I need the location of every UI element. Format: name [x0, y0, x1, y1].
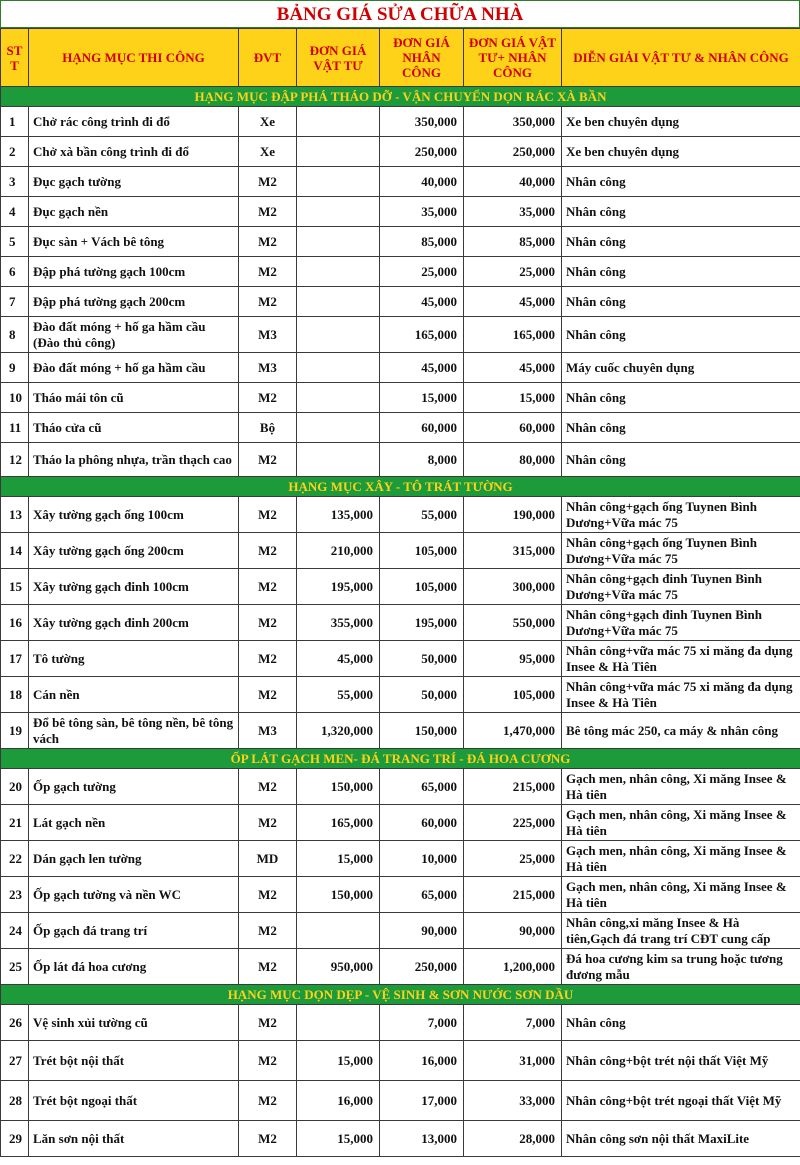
- row-description: Gạch men, nhân công, Xi măng Insee & Hà tiên: [562, 769, 800, 805]
- table-row: [1, 443, 800, 477]
- row-item: Đào đất móng + hố ga hầm cầu: [29, 353, 239, 383]
- row-description: Nhân công: [562, 257, 800, 287]
- row-item: Lát gạch nền: [29, 805, 239, 841]
- table-row: [1, 197, 800, 227]
- section-header-row: [1, 87, 800, 107]
- row-description: Nhân công: [562, 383, 800, 413]
- row-item: Ốp lát đá hoa cương: [29, 949, 239, 985]
- row-unit: M3: [239, 713, 297, 749]
- row-labor-price: 90,000: [380, 913, 464, 949]
- row-material-price: 1,320,000: [297, 713, 380, 749]
- row-total-price: 190,000: [464, 497, 562, 533]
- row-material-price: 15,000: [297, 1041, 380, 1081]
- row-total-price: 165,000: [464, 317, 562, 353]
- row-description: Bê tông mác 250, ca máy & nhân công: [562, 713, 800, 749]
- row-number: 4: [1, 197, 29, 227]
- price-table: [0, 28, 800, 1157]
- row-total-price: 35,000: [464, 197, 562, 227]
- row-material-price: [297, 1005, 380, 1041]
- row-item: Tô tường: [29, 641, 239, 677]
- table-row: [1, 353, 800, 383]
- row-description: Nhân công: [562, 167, 800, 197]
- row-unit: Bộ: [239, 413, 297, 443]
- row-labor-price: 50,000: [380, 641, 464, 677]
- row-total-price: 105,000: [464, 677, 562, 713]
- row-number: 21: [1, 805, 29, 841]
- row-labor-price: 45,000: [380, 353, 464, 383]
- row-total-price: 15,000: [464, 383, 562, 413]
- table-row: [1, 949, 800, 985]
- table-row: [1, 605, 800, 641]
- row-material-price: [297, 197, 380, 227]
- row-item: Đào đất móng + hố ga hầm cầu (Đào thủ công): [29, 317, 239, 353]
- row-material-price: [297, 353, 380, 383]
- row-item: Ốp gạch tường: [29, 769, 239, 805]
- table-row: [1, 805, 800, 841]
- row-number: 28: [1, 1081, 29, 1121]
- row-item: Tháo la phông nhựa, trần thạch cao: [29, 443, 239, 477]
- row-item: Dán gạch len tường: [29, 841, 239, 877]
- row-labor-price: 25,000: [380, 257, 464, 287]
- table-row: [1, 877, 800, 913]
- row-number: 2: [1, 137, 29, 167]
- row-unit: M2: [239, 197, 297, 227]
- table-row: [1, 257, 800, 287]
- table-row: [1, 383, 800, 413]
- row-labor-price: 17,000: [380, 1081, 464, 1121]
- row-item: Đập phá tường gạch 200cm: [29, 287, 239, 317]
- row-unit: M2: [239, 605, 297, 641]
- row-number: 17: [1, 641, 29, 677]
- row-material-price: 15,000: [297, 841, 380, 877]
- row-labor-price: 55,000: [380, 497, 464, 533]
- row-total-price: 31,000: [464, 1041, 562, 1081]
- row-unit: M3: [239, 317, 297, 353]
- row-item: Đục gạch tường: [29, 167, 239, 197]
- row-total-price: 350,000: [464, 107, 562, 137]
- row-material-price: 355,000: [297, 605, 380, 641]
- row-material-price: 45,000: [297, 641, 380, 677]
- row-description: Nhân công+gạch ống Tuynen Bình Dương+Vữa mác 75: [562, 497, 800, 533]
- table-row: [1, 713, 800, 749]
- row-material-price: [297, 317, 380, 353]
- row-unit: M2: [239, 227, 297, 257]
- table-header-row: [1, 29, 800, 87]
- row-item: Xây tường gạch đinh 200cm: [29, 605, 239, 641]
- table-row: [1, 677, 800, 713]
- row-item: Ốp gạch đá trang trí: [29, 913, 239, 949]
- row-item: Đục gạch nền: [29, 197, 239, 227]
- row-description: Gạch men, nhân công, Xi măng Insee & Hà tiên: [562, 805, 800, 841]
- row-number: 24: [1, 913, 29, 949]
- row-item: Xây tường gạch ống 100cm: [29, 497, 239, 533]
- row-total-price: 90,000: [464, 913, 562, 949]
- row-material-price: [297, 383, 380, 413]
- row-labor-price: 85,000: [380, 227, 464, 257]
- row-material-price: 16,000: [297, 1081, 380, 1121]
- row-unit: M2: [239, 167, 297, 197]
- row-number: 23: [1, 877, 29, 913]
- row-description: Nhân công+bột trét ngoại thất Việt Mỹ: [562, 1081, 800, 1121]
- row-labor-price: 150,000: [380, 713, 464, 749]
- row-description: Nhân công: [562, 317, 800, 353]
- row-total-price: 40,000: [464, 167, 562, 197]
- row-total-price: 1,470,000: [464, 713, 562, 749]
- row-unit: M2: [239, 877, 297, 913]
- header-description: DIỄN GIẢI VẬT TƯ & NHÂN CÔNG: [562, 29, 800, 87]
- table-row: [1, 569, 800, 605]
- row-material-price: 55,000: [297, 677, 380, 713]
- row-labor-price: 7,000: [380, 1005, 464, 1041]
- row-unit: M2: [239, 949, 297, 985]
- section-title: HẠNG MỤC XÂY - TÔ TRÁT TƯỜNG: [1, 477, 800, 497]
- row-labor-price: 195,000: [380, 605, 464, 641]
- table-row: [1, 913, 800, 949]
- row-number: 14: [1, 533, 29, 569]
- row-number: 8: [1, 317, 29, 353]
- row-material-price: 165,000: [297, 805, 380, 841]
- row-unit: M2: [239, 913, 297, 949]
- row-material-price: [297, 443, 380, 477]
- row-number: 18: [1, 677, 29, 713]
- section-header-row: [1, 477, 800, 497]
- row-item: Xây tường gạch đinh 100cm: [29, 569, 239, 605]
- row-labor-price: 60,000: [380, 413, 464, 443]
- table-row: [1, 137, 800, 167]
- table-row: [1, 497, 800, 533]
- row-unit: M2: [239, 1121, 297, 1157]
- row-total-price: 250,000: [464, 137, 562, 167]
- row-description: Đá hoa cương kim sa trung hoặc tương đương mẫu: [562, 949, 800, 985]
- row-item: Cán nền: [29, 677, 239, 713]
- row-number: 13: [1, 497, 29, 533]
- header-labor-price: ĐƠN GIÁ NHÂN CÔNG: [380, 29, 464, 87]
- row-number: 5: [1, 227, 29, 257]
- row-unit: M2: [239, 805, 297, 841]
- header-unit: ĐVT: [239, 29, 297, 87]
- table-row: [1, 769, 800, 805]
- row-material-price: [297, 167, 380, 197]
- row-unit: M2: [239, 497, 297, 533]
- row-total-price: 215,000: [464, 769, 562, 805]
- row-labor-price: 65,000: [380, 877, 464, 913]
- section-title: HẠNG MỤC DỌN DẸP - VỆ SINH & SƠN NƯỚC SƠN DẦU: [1, 985, 800, 1005]
- row-description: Nhân công+vữa mác 75 xi măng đa dụng Insee & Hà Tiên: [562, 641, 800, 677]
- row-labor-price: 10,000: [380, 841, 464, 877]
- row-material-price: [297, 913, 380, 949]
- row-total-price: 7,000: [464, 1005, 562, 1041]
- row-total-price: 315,000: [464, 533, 562, 569]
- row-labor-price: 15,000: [380, 383, 464, 413]
- row-number: 20: [1, 769, 29, 805]
- row-unit: M2: [239, 641, 297, 677]
- row-number: 22: [1, 841, 29, 877]
- row-total-price: 215,000: [464, 877, 562, 913]
- row-unit: M2: [239, 257, 297, 287]
- row-total-price: 25,000: [464, 841, 562, 877]
- row-total-price: 25,000: [464, 257, 562, 287]
- row-number: 25: [1, 949, 29, 985]
- row-item: Chở xà bần công trình đi đổ: [29, 137, 239, 167]
- row-description: Gạch men, nhân công, Xi măng Insee & Hà tiên: [562, 841, 800, 877]
- row-item: Chở rác công trình đi đổ: [29, 107, 239, 137]
- row-unit: M2: [239, 383, 297, 413]
- row-description: Gạch men, nhân công, Xi măng Insee & Hà tiên: [562, 877, 800, 913]
- row-labor-price: 60,000: [380, 805, 464, 841]
- row-material-price: [297, 227, 380, 257]
- row-item: Đổ bê tông sàn, bê tông nền, bê tông vách: [29, 713, 239, 749]
- row-material-price: 950,000: [297, 949, 380, 985]
- table-row: [1, 1041, 800, 1081]
- row-number: 26: [1, 1005, 29, 1041]
- row-number: 9: [1, 353, 29, 383]
- row-unit: M2: [239, 533, 297, 569]
- row-material-price: 135,000: [297, 497, 380, 533]
- row-labor-price: 165,000: [380, 317, 464, 353]
- table-row: [1, 107, 800, 137]
- row-unit: MD: [239, 841, 297, 877]
- section-header-row: [1, 749, 800, 769]
- row-labor-price: 40,000: [380, 167, 464, 197]
- row-material-price: [297, 287, 380, 317]
- row-unit: M2: [239, 443, 297, 477]
- row-description: Nhân công: [562, 1005, 800, 1041]
- row-total-price: 80,000: [464, 443, 562, 477]
- row-description: Nhân công: [562, 413, 800, 443]
- row-labor-price: 45,000: [380, 287, 464, 317]
- row-labor-price: 35,000: [380, 197, 464, 227]
- table-row: [1, 167, 800, 197]
- header-item: HẠNG MỤC THI CÔNG: [29, 29, 239, 87]
- row-total-price: 1,200,000: [464, 949, 562, 985]
- row-item: Tháo mái tôn cũ: [29, 383, 239, 413]
- row-description: Xe ben chuyên dụng: [562, 137, 800, 167]
- row-item: Đục sàn + Vách bê tông: [29, 227, 239, 257]
- row-labor-price: 50,000: [380, 677, 464, 713]
- header-total-price: ĐƠN GIÁ VẬT TƯ+ NHÂN CÔNG: [464, 29, 562, 87]
- row-unit: M2: [239, 677, 297, 713]
- row-number: 16: [1, 605, 29, 641]
- row-material-price: [297, 257, 380, 287]
- row-total-price: 28,000: [464, 1121, 562, 1157]
- section-title: HẠNG MỤC ĐẬP PHÁ THÁO DỠ - VẬN CHUYỂN DỌN RÁC XÀ BẦN: [1, 87, 800, 107]
- row-material-price: [297, 137, 380, 167]
- row-unit: M2: [239, 1005, 297, 1041]
- row-labor-price: 65,000: [380, 769, 464, 805]
- row-description: Nhân công,xi măng Insee & Hà tiên,Gạch đá trang trí CĐT cung cấp: [562, 913, 800, 949]
- row-item: Vệ sinh xủi tường cũ: [29, 1005, 239, 1041]
- row-material-price: [297, 107, 380, 137]
- row-description: Nhân công+vữa mác 75 xi măng đa dụng Insee & Hà Tiên: [562, 677, 800, 713]
- row-description: Xe ben chuyên dụng: [562, 107, 800, 137]
- row-number: 3: [1, 167, 29, 197]
- table-row: [1, 287, 800, 317]
- page-title: BẢNG GIÁ SỬA CHỮA NHÀ: [0, 0, 800, 28]
- section-title: ỐP LÁT GẠCH MEN- ĐÁ TRANG TRÍ - ĐÁ HOA CƯƠNG: [1, 749, 800, 769]
- row-item: Trét bột ngoại thất: [29, 1081, 239, 1121]
- header-stt: ST T: [1, 29, 29, 87]
- row-total-price: 95,000: [464, 641, 562, 677]
- row-labor-price: 8,000: [380, 443, 464, 477]
- row-material-price: 195,000: [297, 569, 380, 605]
- header-material-price: ĐƠN GIÁ VẬT TƯ: [297, 29, 380, 87]
- table-row: [1, 1081, 800, 1121]
- row-unit: M2: [239, 1081, 297, 1121]
- table-body: [1, 87, 800, 1157]
- row-item: Đập phá tường gạch 100cm: [29, 257, 239, 287]
- section-header-row: [1, 985, 800, 1005]
- row-item: Trét bột nội thất: [29, 1041, 239, 1081]
- row-unit: M2: [239, 769, 297, 805]
- row-unit: Xe: [239, 137, 297, 167]
- row-total-price: 33,000: [464, 1081, 562, 1121]
- row-total-price: 60,000: [464, 413, 562, 443]
- row-labor-price: 13,000: [380, 1121, 464, 1157]
- row-item: Tháo cửa cũ: [29, 413, 239, 443]
- row-labor-price: 16,000: [380, 1041, 464, 1081]
- table-row: [1, 841, 800, 877]
- row-description: Nhân công+bột trét nội thất Việt Mỹ: [562, 1041, 800, 1081]
- table-row: [1, 317, 800, 353]
- row-item: Lăn sơn nội thất: [29, 1121, 239, 1157]
- row-total-price: 225,000: [464, 805, 562, 841]
- row-labor-price: 105,000: [380, 533, 464, 569]
- row-total-price: 45,000: [464, 287, 562, 317]
- row-total-price: 300,000: [464, 569, 562, 605]
- table-row: [1, 533, 800, 569]
- row-number: 6: [1, 257, 29, 287]
- row-item: Ốp gạch tường và nền WC: [29, 877, 239, 913]
- row-unit: Xe: [239, 107, 297, 137]
- row-material-price: 150,000: [297, 877, 380, 913]
- row-material-price: 150,000: [297, 769, 380, 805]
- row-labor-price: 105,000: [380, 569, 464, 605]
- row-description: Nhân công: [562, 443, 800, 477]
- row-labor-price: 250,000: [380, 137, 464, 167]
- row-total-price: 45,000: [464, 353, 562, 383]
- table-row: [1, 641, 800, 677]
- table-row: [1, 1121, 800, 1157]
- row-description: Nhân công+gạch đinh Tuynen Bình Dương+Vữa mác 75: [562, 605, 800, 641]
- row-material-price: [297, 413, 380, 443]
- row-total-price: 85,000: [464, 227, 562, 257]
- table-row: [1, 413, 800, 443]
- row-description: Nhân công: [562, 227, 800, 257]
- row-material-price: 210,000: [297, 533, 380, 569]
- row-unit: M3: [239, 353, 297, 383]
- row-number: 10: [1, 383, 29, 413]
- table-row: [1, 1005, 800, 1041]
- row-number: 27: [1, 1041, 29, 1081]
- row-description: Nhân công+gạch ống Tuynen Bình Dương+Vữa mác 75: [562, 533, 800, 569]
- row-unit: M2: [239, 287, 297, 317]
- table-row: [1, 227, 800, 257]
- row-number: 19: [1, 713, 29, 749]
- row-number: 1: [1, 107, 29, 137]
- row-unit: M2: [239, 569, 297, 605]
- row-labor-price: 350,000: [380, 107, 464, 137]
- row-material-price: 15,000: [297, 1121, 380, 1157]
- row-description: Nhân công sơn nội thất MaxiLite: [562, 1121, 800, 1157]
- row-number: 29: [1, 1121, 29, 1157]
- row-item: Xây tường gạch ống 200cm: [29, 533, 239, 569]
- row-description: Nhân công+gạch đinh Tuynen Bình Dương+Vữa mác 75: [562, 569, 800, 605]
- row-number: 15: [1, 569, 29, 605]
- row-number: 7: [1, 287, 29, 317]
- row-total-price: 550,000: [464, 605, 562, 641]
- row-description: Máy cuốc chuyên dụng: [562, 353, 800, 383]
- row-number: 12: [1, 443, 29, 477]
- row-description: Nhân công: [562, 287, 800, 317]
- row-labor-price: 250,000: [380, 949, 464, 985]
- row-description: Nhân công: [562, 197, 800, 227]
- row-number: 11: [1, 413, 29, 443]
- row-unit: M2: [239, 1041, 297, 1081]
